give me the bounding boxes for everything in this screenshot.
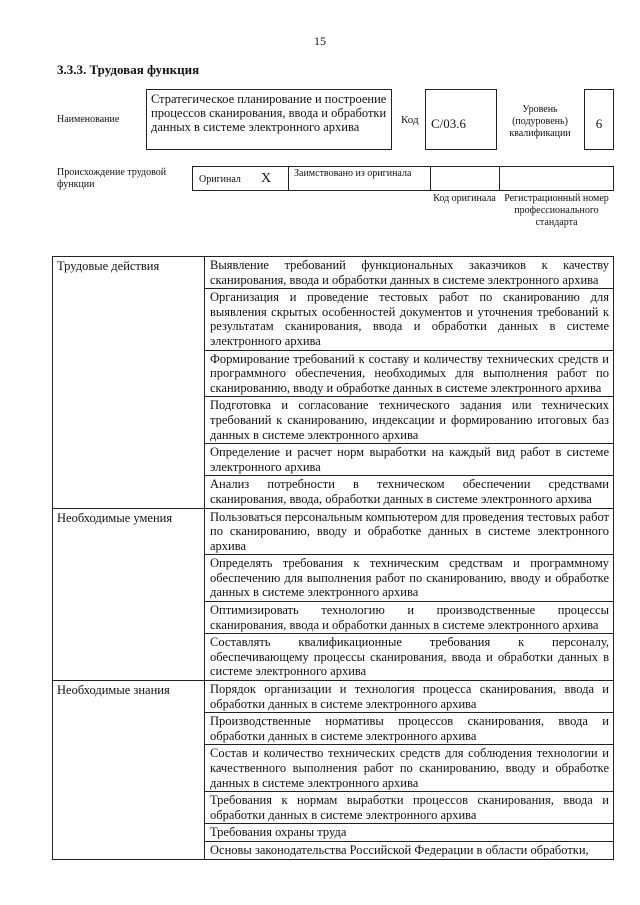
item-cell: Оптимизировать технологию и производственные процессы сканирования, ввода и обработки данных в системе электронного архива <box>205 602 614 634</box>
borrowed-label: Заимствовано из оригинала <box>294 168 412 179</box>
registration-number-cell <box>500 167 613 190</box>
item-cell: Организация и проведение тестовых работ по сканированию для выявления скрытых особенностей документов и уточнения требований к результатам сканирования, ввода и обработки данных в системе электронного архива <box>205 289 614 350</box>
category-cell: Необходимые умения <box>53 508 205 681</box>
item-cell: Определять требования к техническим средствам и программному обеспечению для выполнения работ по сканированию, вводу и обработке данных в системе электронного архива <box>205 555 614 602</box>
function-name-value: Стратегическое планирование и построение процессов сканирования, ввода и обработки данных в системе электронного архива <box>146 89 392 150</box>
item-cell: Требования к нормам выработки процессов сканирования, ввода и обработки данных в системе электронного архива <box>205 792 614 824</box>
page-number: 15 <box>314 34 326 48</box>
section-title: 3.3.3. Трудовая функция <box>57 62 200 77</box>
borrowed-cell <box>289 167 431 190</box>
category-cell: Трудовые действия <box>53 257 205 509</box>
item-cell: Порядок организации и технология процесса сканирования, ввода и обработки данных в системе электронного архива <box>205 681 614 713</box>
original-mark: X <box>261 171 272 186</box>
item-cell: Выявление требований функциональных заказчиков к качеству сканирования, ввода и обработки данных в системе электронного архива <box>205 257 614 289</box>
item-cell: Определение и расчет норм выработки на каждый вид работ в системе электронного архива <box>205 444 614 476</box>
original-code-cell <box>431 167 500 190</box>
original-label: Оригинал <box>199 174 241 185</box>
item-cell: Состав и количество технических средств для соблюдения технологии и качественного выполнения работ по сканированию, вводу и обработке данных в системе электронного архива <box>205 745 614 792</box>
category-cell: Необходимые знания <box>53 681 205 860</box>
function-code-value: C/03.6 <box>425 89 497 150</box>
table-row <box>53 257 614 289</box>
item-cell: Основы законодательства Российской Федерации в области обработки, <box>205 841 614 859</box>
function-details-table <box>52 256 614 860</box>
code-label: Код <box>401 114 419 126</box>
item-cell: Составлять квалификационные требования к персоналу, обеспечивающему процессы сканирования, ввода и обработки данных в системе электронного архива <box>205 634 614 681</box>
item-cell: Анализ потребности в техническом обеспечении средствами сканирования, ввода, обработки данных в системе электронного архива <box>205 476 614 508</box>
name-label: Наименование <box>57 114 120 125</box>
item-cell: Требования охраны труда <box>205 824 614 842</box>
level-label: Уровень (подуровень) квалификации <box>509 104 571 139</box>
qualification-level-value: 6 <box>584 89 614 150</box>
original-code-caption: Код оригинала <box>433 193 496 204</box>
original-cell <box>193 167 289 190</box>
item-cell: Формирование требований к составу и количеству технических средств и программного обеспечения, необходимых для выполнения работ по сканированию, вводу и обработке данных в системе электронного архива <box>205 350 614 397</box>
origin-label: Происхождение трудовой функции <box>57 167 167 190</box>
item-cell: Пользоваться персональным компьютером для проведения тестовых работ по сканированию, вводу и обработке данных в системе электронного архива <box>205 508 614 555</box>
table-row <box>53 681 614 713</box>
registration-number-caption: Регистрационный номер профессионального стандарта <box>504 193 609 228</box>
table-row <box>53 508 614 555</box>
item-cell: Подготовка и согласование технического задания или технических требований к сканированию, индексации и формированию итоговых баз данных в системе электронного архива <box>205 397 614 444</box>
item-cell: Производственные нормативы процессов сканирования, ввода и обработки данных в системе электронного архива <box>205 713 614 745</box>
origin-row <box>192 166 614 191</box>
